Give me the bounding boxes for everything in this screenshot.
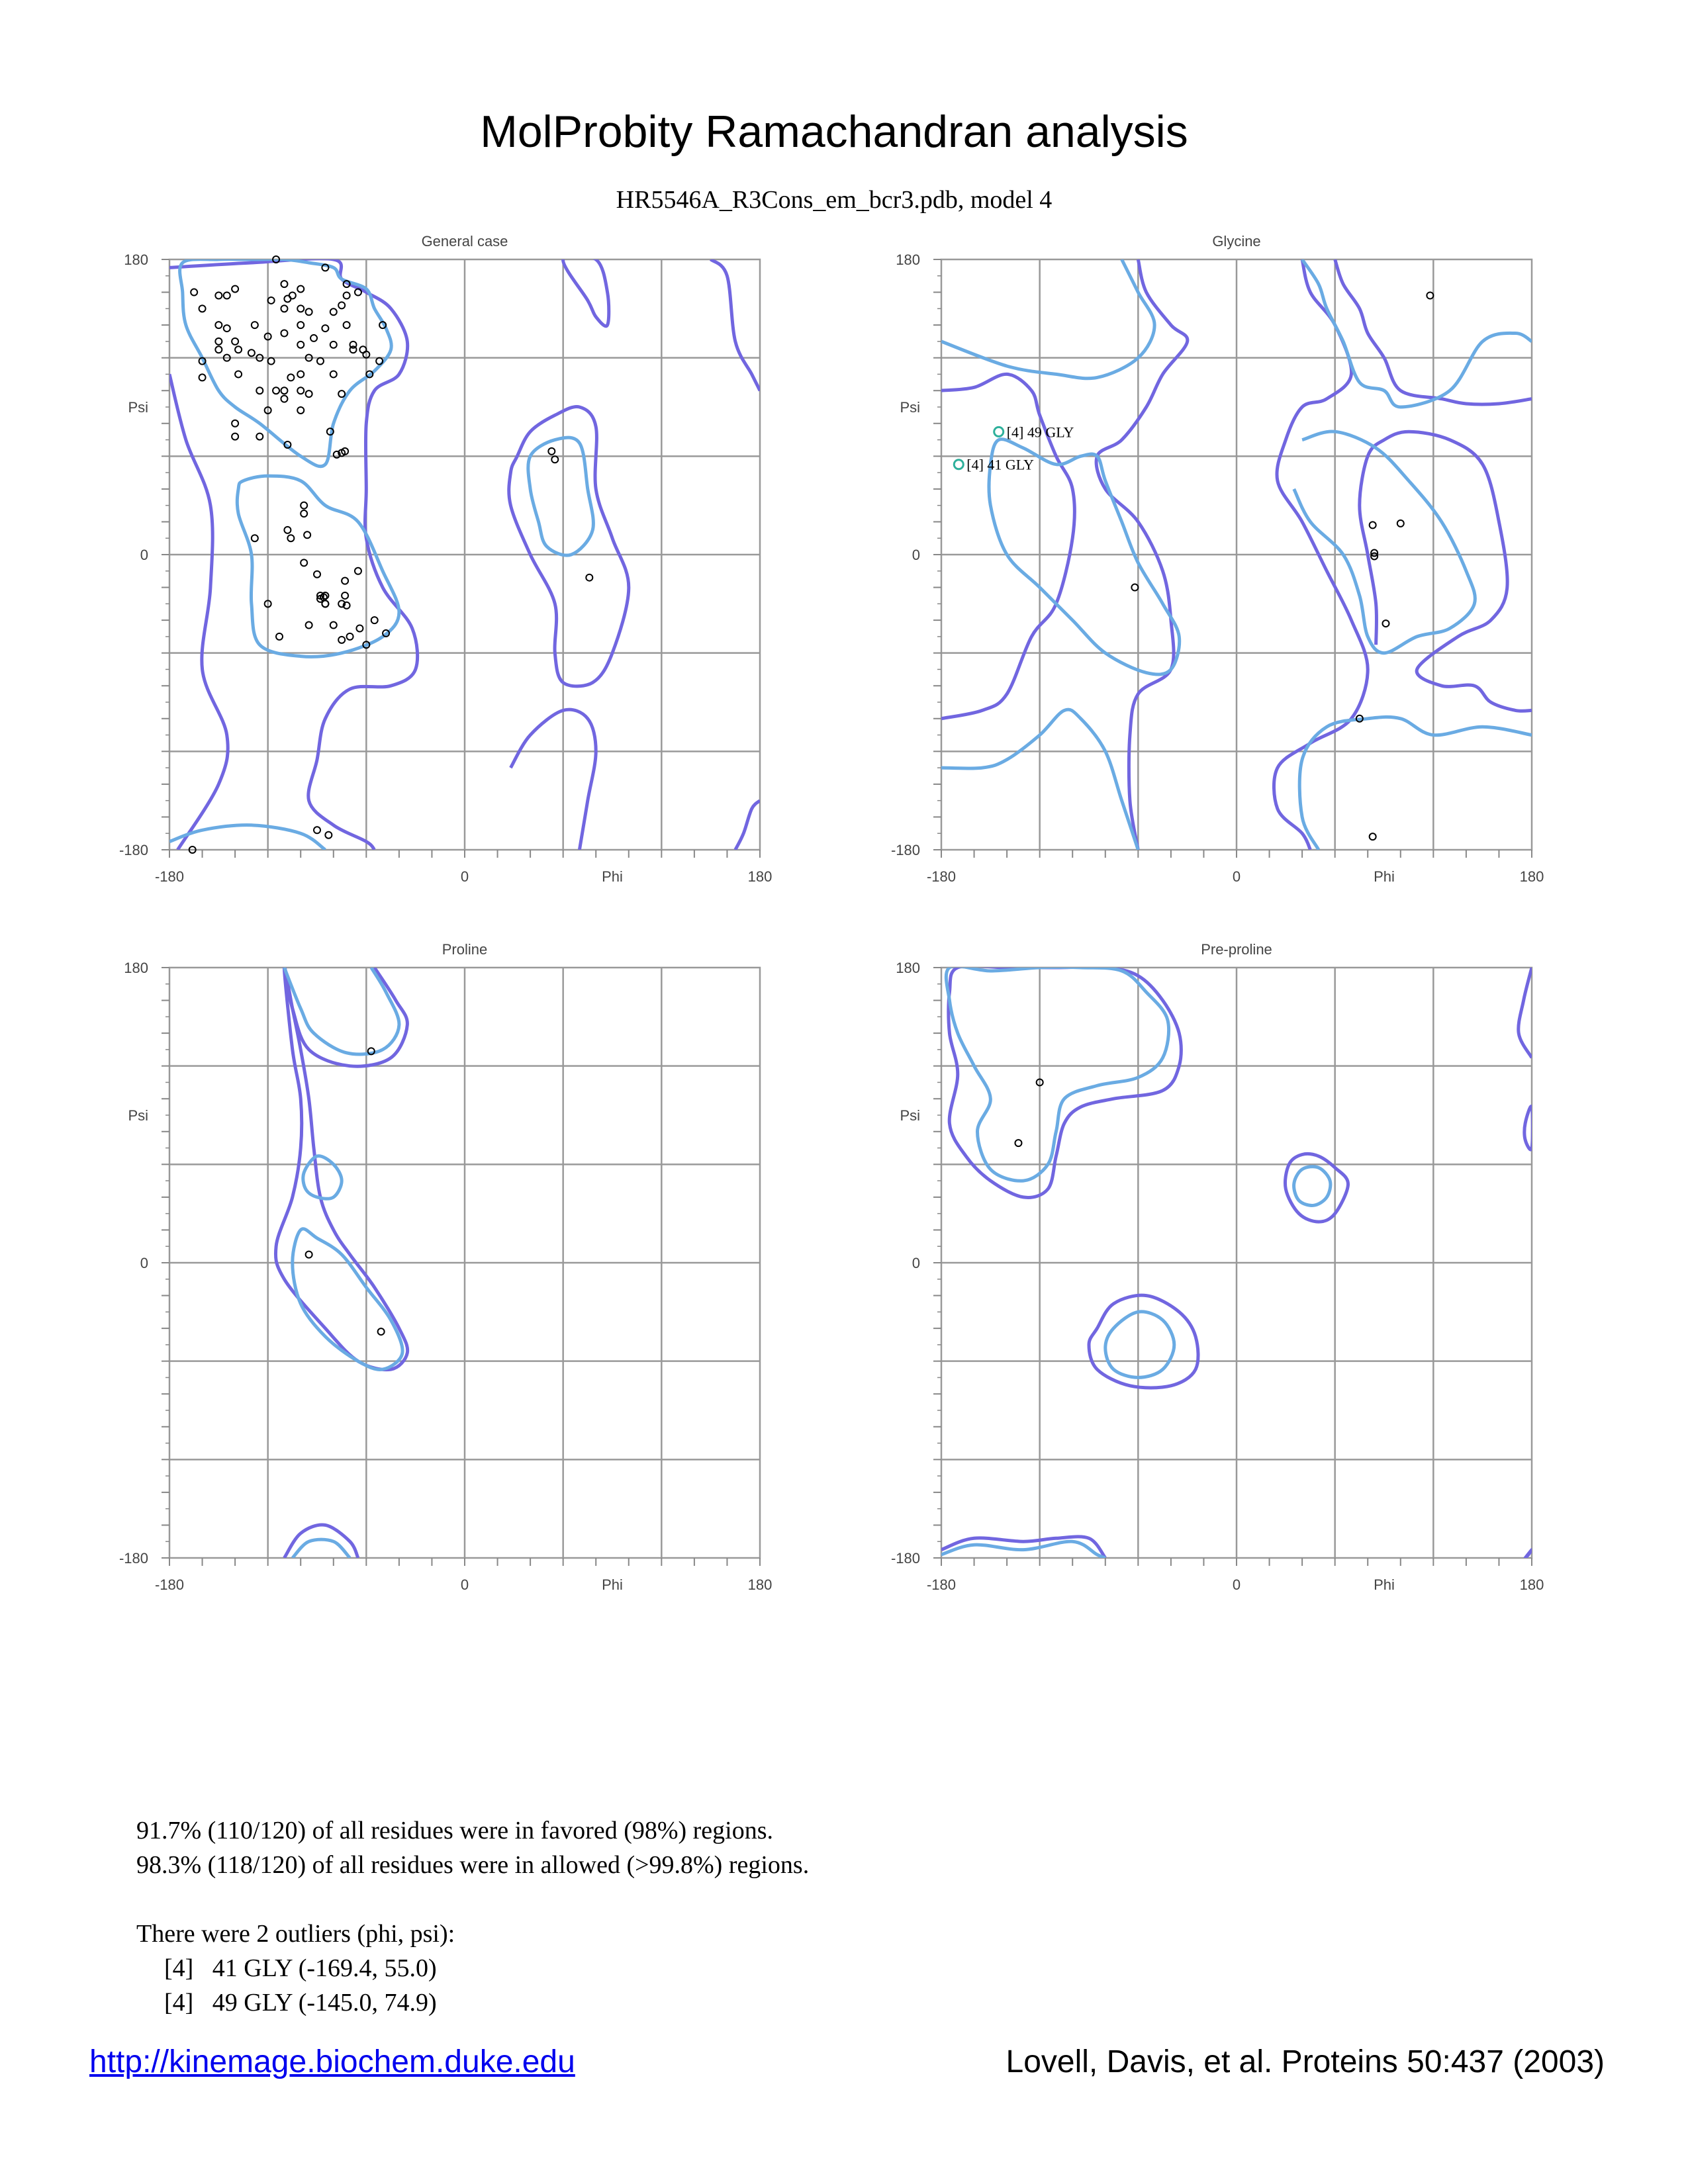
citation: Lovell, Davis, et al. Proteins 50:437 (2003): [1006, 2044, 1605, 2079]
residue-point: [322, 600, 328, 607]
outlier-point: [954, 460, 963, 469]
residue-point: [273, 387, 279, 394]
allowed-contour: [1360, 432, 1532, 711]
x-axis-label: Phi: [1374, 868, 1395, 885]
residue-point: [551, 456, 558, 463]
residue-point: [330, 371, 337, 377]
residue-point: [304, 531, 310, 538]
x-axis-label: Phi: [602, 868, 623, 885]
residue-point: [268, 358, 275, 365]
residue-point: [252, 322, 258, 328]
residue-point: [281, 387, 287, 394]
residue-point: [306, 1251, 312, 1258]
residue-point: [297, 322, 304, 328]
residue-point: [338, 302, 345, 308]
favored-contour: [1294, 1167, 1331, 1206]
residue-point: [338, 637, 345, 643]
residue-point: [301, 510, 307, 517]
kinemage-link[interactable]: http://kinemage.biochem.duke.edu: [89, 2044, 575, 2079]
residue-point: [297, 341, 304, 348]
residue-point: [232, 433, 238, 440]
allowed-contour: [735, 801, 760, 850]
ramachandran-panel: [119, 941, 772, 1593]
y-tick-label: 180: [124, 251, 148, 268]
outlier-label: [4] 41 GLY: [966, 456, 1034, 473]
residue-point: [1370, 522, 1376, 528]
residue-point: [310, 335, 317, 341]
allowed-contour: [275, 967, 407, 1370]
x-tick-label: 180: [1519, 1576, 1544, 1593]
allowed-contour: [1525, 1550, 1532, 1559]
residue-point: [342, 592, 348, 599]
y-axis-label: Psi: [128, 1107, 148, 1124]
favored-contour: [941, 1541, 1105, 1558]
x-tick-label: -180: [154, 1576, 185, 1593]
residue-point: [248, 349, 255, 356]
residue-point: [306, 390, 312, 397]
residue-point: [350, 341, 357, 348]
favored-contour: [941, 259, 1154, 379]
favored-contour: [293, 1539, 350, 1558]
residue-point: [281, 330, 287, 337]
residue-point: [1427, 293, 1433, 299]
residue-point: [586, 574, 592, 581]
ramachandran-panel: [119, 233, 772, 885]
outlier-line: [4] 41 GLY (-169.4, 55.0): [164, 1954, 437, 1982]
residue-point: [199, 374, 206, 381]
allowed-contour: [510, 709, 596, 850]
residue-point: [344, 322, 350, 328]
favored-contour: [1105, 1312, 1174, 1377]
outliers-header: There were 2 outliers (phi, psi):: [136, 1920, 455, 1948]
summary-text: [136, 1813, 809, 2020]
allowed-contour: [1519, 968, 1532, 1058]
residue-point: [297, 407, 304, 414]
residue-point: [297, 387, 304, 394]
allowed-contour: [563, 255, 609, 326]
allowed-contour: [711, 259, 760, 390]
residue-point: [215, 293, 222, 299]
residue-point: [1131, 584, 1138, 591]
residue-point: [199, 305, 206, 312]
residue-point: [297, 286, 304, 293]
residue-point: [338, 390, 345, 397]
residue-point: [301, 559, 307, 566]
residue-point: [281, 281, 287, 287]
residue-point: [224, 325, 230, 332]
residue-point: [347, 633, 353, 640]
residue-point: [256, 387, 263, 394]
x-tick-label: 0: [460, 868, 469, 885]
residue-point: [1382, 620, 1389, 627]
residue-point: [314, 571, 320, 578]
panel-title: Proline: [442, 941, 488, 958]
allowed-contour: [169, 374, 228, 850]
residue-point: [371, 617, 378, 623]
residue-point: [287, 374, 294, 381]
x-axis-label: Phi: [602, 1576, 623, 1593]
y-tick-label: 0: [912, 1255, 920, 1271]
residue-point: [306, 308, 312, 315]
page-title: MolProbity Ramachandran analysis: [480, 107, 1188, 157]
residue-point: [378, 1328, 385, 1335]
panel-title: General case: [421, 233, 508, 250]
residue-point: [306, 622, 312, 629]
residue-point: [356, 625, 363, 632]
residue-point: [232, 338, 238, 345]
x-tick-label: -180: [154, 868, 185, 885]
x-tick-label: -180: [926, 868, 957, 885]
outlier-point: [994, 427, 1004, 436]
x-tick-label: 180: [1519, 868, 1544, 885]
residue-point: [297, 371, 304, 377]
y-tick-label: 180: [896, 960, 920, 976]
residue-point: [232, 420, 238, 427]
residue-point: [235, 346, 242, 353]
allowed-line: 98.3% (118/120) of all residues were in allowed (>99.8%) regions.: [136, 1851, 810, 1879]
favored-contour: [1302, 259, 1532, 407]
y-tick-label: 180: [124, 960, 148, 976]
residue-point: [317, 358, 324, 365]
residue-point: [330, 308, 337, 315]
panel-title: Pre-proline: [1201, 941, 1272, 958]
residue-point: [355, 568, 361, 574]
y-axis-label: Psi: [900, 1107, 920, 1124]
residue-point: [252, 535, 258, 541]
favored-contour: [989, 439, 1180, 674]
residue-point: [256, 433, 263, 440]
x-tick-label: 180: [747, 1576, 773, 1593]
residue-point: [284, 295, 291, 302]
x-tick-label: 0: [1232, 1576, 1241, 1593]
y-tick-label: -180: [890, 842, 920, 858]
x-tick-label: 0: [1232, 868, 1241, 885]
y-tick-label: 0: [912, 547, 920, 563]
panel-title: Glycine: [1212, 233, 1261, 250]
y-axis-label: Psi: [900, 399, 920, 416]
residue-point: [322, 325, 328, 332]
y-axis-label: Psi: [128, 399, 148, 416]
residue-point: [1015, 1140, 1021, 1146]
y-tick-label: 180: [896, 251, 920, 268]
residue-point: [281, 305, 287, 312]
x-axis-label: Phi: [1374, 1576, 1395, 1593]
y-tick-label: 0: [140, 547, 148, 563]
residue-point: [297, 305, 304, 312]
residue-point: [1370, 833, 1376, 840]
favored-line: 91.7% (110/120) of all residues were in favored (98%) regions.: [136, 1817, 774, 1844]
residue-point: [314, 827, 320, 833]
residue-point: [548, 448, 555, 455]
residue-point: [344, 293, 350, 299]
residue-point: [232, 286, 238, 293]
allowed-contour: [1524, 1107, 1532, 1150]
residue-point: [342, 578, 348, 584]
residue-point: [268, 297, 275, 304]
residue-point: [235, 371, 242, 377]
residue-point: [215, 322, 222, 328]
x-tick-label: 180: [747, 868, 773, 885]
residue-point: [276, 633, 283, 640]
residue-point: [284, 527, 291, 533]
residue-point: [191, 289, 197, 296]
residue-point: [215, 338, 222, 345]
residue-point: [287, 535, 294, 541]
residue-point: [281, 396, 287, 402]
outlier-label: [4] 49 GLY: [1006, 424, 1074, 441]
residue-point: [330, 622, 337, 629]
residue-point: [215, 346, 222, 353]
y-tick-label: -180: [118, 1550, 148, 1567]
ramachandran-panel: [891, 233, 1544, 885]
residue-point: [301, 502, 307, 509]
favored-contour: [528, 437, 594, 555]
y-tick-label: -180: [118, 842, 148, 858]
y-tick-label: -180: [890, 1550, 920, 1567]
favored-contour: [303, 1156, 342, 1199]
page-subtitle: HR5546A_R3Cons_em_bcr3.pdb, model 4: [616, 186, 1053, 214]
x-tick-label: 0: [460, 1576, 469, 1593]
residue-point: [330, 341, 337, 348]
residue-point: [224, 293, 230, 299]
y-tick-label: 0: [140, 1255, 148, 1271]
allowed-contour: [509, 406, 629, 686]
ramachandran-panel: [891, 941, 1544, 1593]
residue-point: [1397, 520, 1404, 527]
residue-point: [325, 832, 332, 839]
outlier-line: [4] 49 GLY (-145.0, 74.9): [164, 1989, 437, 2017]
x-tick-label: -180: [926, 1576, 957, 1593]
